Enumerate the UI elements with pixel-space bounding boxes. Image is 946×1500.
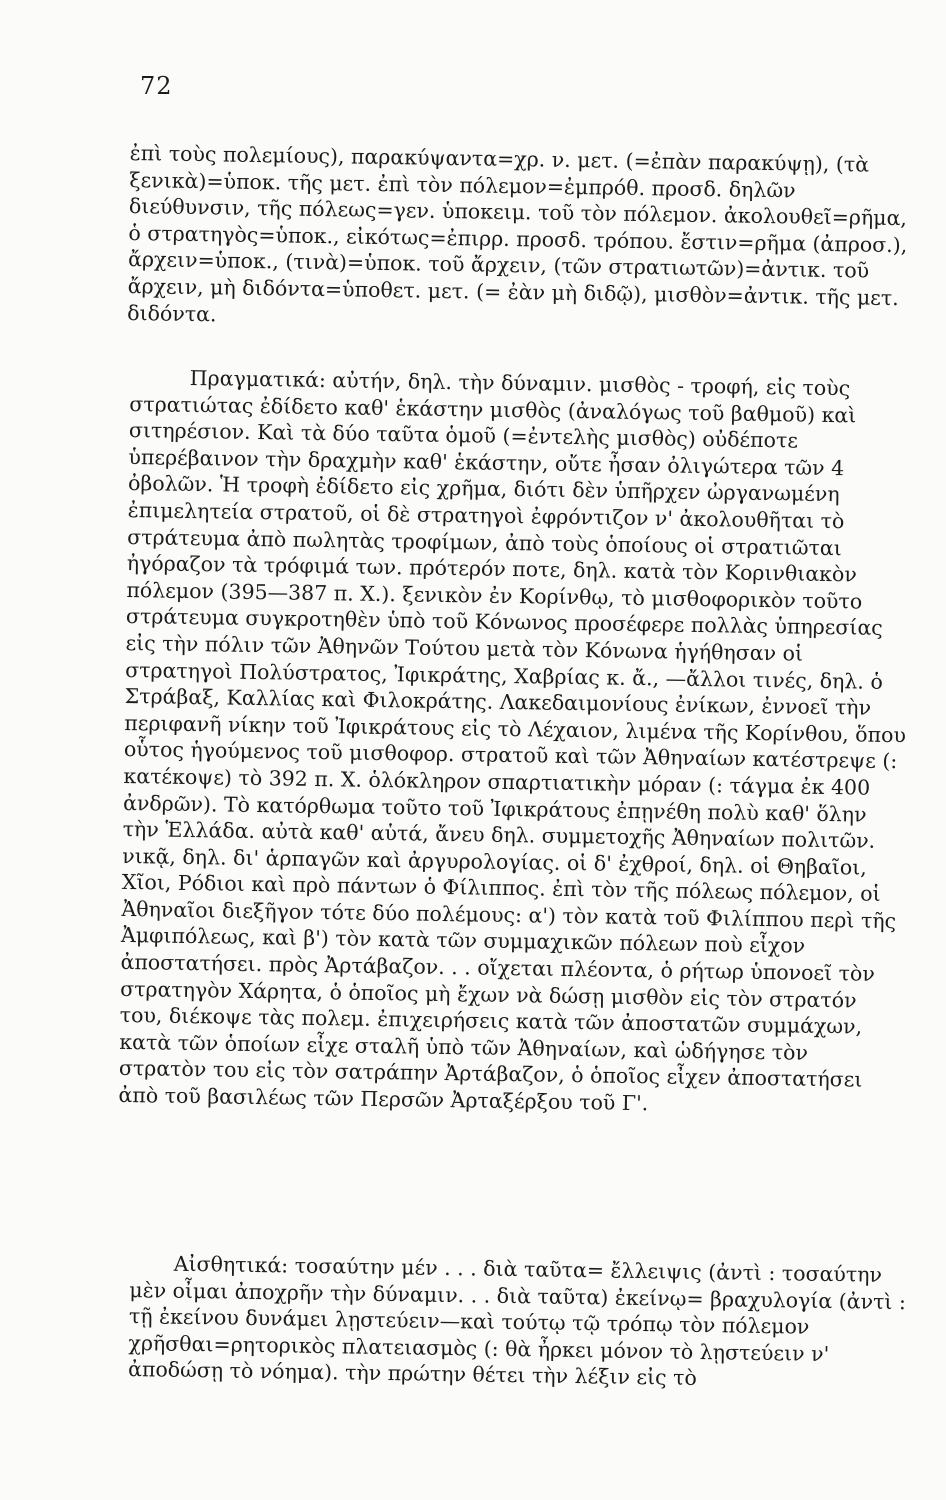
grammar-glossary-paragraph	[127, 140, 912, 338]
practical-notes-paragraph	[118, 364, 912, 1121]
aesthetic-notes-paragraph	[128, 1250, 912, 1395]
practical-notes-text: Πραγματικά: αὐτήν, δηλ. τὴν δύναμιν. μισθὸς - τροφή, εἰς τοὺς στρατιώτας ἐδίδετο καθ' ἑκάστην μισθὸς (ἀναλόγως τοῦ βαθμοῦ) καὶ σιτηρέσιον. Καὶ τὰ δύο ταῦτα ὁμοῦ (=ἐντελὴς μισθὸς) οὐδέποτε ὑπερέβαινον τὴν δραχμὴν καθ' ἑκάστην, οὔτε ἦσαν ὀλιγώτερα τῶν 4 ὀβολῶν. Ἡ τροφὴ ἐδίδετο εἰς χρῆμα, διότι δὲν ὑπῆρχεν ὠργανωμένη ἐπιμελητεία στρατοῦ, οἱ δὲ στρατηγοὶ ἐφρόντιζον ν' ἀκολουθῆται τὸ στράτευμα ἀπὸ πωλητὰς τροφίμων, ἀπὸ τοὺς ὁποίους οἱ στρατιῶται ἠγόραζον τὰ τρόφιμά των. πρότερόν ποτε, δηλ. κατὰ τὸν Κορινθιακὸν πόλεμον (395—387 π. Χ.). ξενικὸν ἐν Κορίνθῳ, τὸ μισθοφορικὸν τοῦτο στράτευμα συγκροτηθὲν ὑπὸ τοῦ Κόνωνος προσέφερε πολλὰς ὑπηρεσίας εἰς τὴν πόλιν τῶν Ἀθηνῶν Τούτου μετὰ τὸν Κόνωνα ἡγήθησαν οἱ στρατηγοὶ Πολύστρατος, Ἰφικράτης, Χαβρίας κ. ἄ., —ἄλλοι τινές, δηλ. ὁ Στράβαξ, Καλλίας καὶ Φιλοκράτης. Λακεδαιμονίους ἐνίκων, ἐννοεῖ τὴν περιφανῆ νίκην τοῦ Ἰφικράτους εἰς τὸ Λέχαιον, λιμένα τῆς Κορίνθου, ὅπου οὗτος ἡγούμενος τοῦ μισθοφορ. στρατοῦ καὶ τῶν Ἀθηναίων κατέστρεψε (: κατέκοψε) τὸ 392 π. Χ. ὁλόκληρον σπαρτιατικὴν μόραν (: τάγμα ἐκ 400 ἀνδρῶν). Τὸ κατόρθωμα τοῦτο τοῦ Ἰφικράτους ἐπῃνέθη πολὺ καθ' ὅλην τὴν Ἑλλάδα. αὐτὰ καθ' αὑτά, ἄνευ δηλ. συμμετοχῆς Ἀθηναίων πολιτῶν. νικᾷ, δηλ. δι' ἁρπαγῶν καὶ ἀργυρολογίας. οἱ δ' ἐχθροί, δηλ. οἱ Θηβαῖοι, Χῖοι, Ρόδιοι καὶ πρὸ πάντων ὁ Φίλιππος. ἐπὶ τὸν τῆς πόλεως πόλεμον, οἱ Ἀθηναῖοι διεξῆγον τότε δύο πολέμους: α') τὸν κατὰ τοῦ Φιλίππου περὶ τῆς Ἀμφιπόλεως, καὶ β') τὸν κατὰ τῶν συμμαχικῶν πόλεων ποὺ εἶχον ἀποστατήσει. πρὸς Ἀρτάβαζον. . . οἴχεται πλέοντα, ὁ ρήτωρ ὑπονοεῖ τὸν στρατηγὸν Χάρητα, ὁ ὁποῖος μὴ ἔχων νὰ δώσῃ μισθὸν εἰς τὸν στρατόν του, διέκοψε τὰς πολεμ. ἐπιχειρήσεις κατὰ τῶν ἀποστατῶν συμμάχων, κατὰ τῶν ὁποίων εἶχε σταλῆ ὑπὸ τῶν Ἀθηναίων, καὶ ὡδήγησε τὸν στρατὸν του εἰς τὸν σατράπην Ἀρτάβαζον, ὁ ὁποῖος εἶχεν ἀποστατήσει ἀπὸ τοῦ βασιλέως τῶν Περσῶν Ἀρταξέρξου τοῦ Γ'.	[118, 365, 907, 1116]
page-number: 72	[140, 72, 173, 100]
aesthetic-notes-text: Αἰσθητικά: τοσαύτην μέν . . . διὰ ταῦτα= ἔλλειψις (ἀντὶ : τοσαύτην μὲν οἶμαι ἀποχρῆν τὴν δύναμιν. . . διὰ ταῦτα) ἐκείνῳ= βραχυλογία (ἀντὶ : τῇ ἐκείνου δυνάμει λῃστεύειν—καὶ τούτῳ τῷ τρόπῳ τὸν πόλεμον χρῆσθαι=ρητορικὸς πλατειασμὸς (: θὰ ἦρκει μόνον τὸ λῃστεύειν ν' ἀποδώσῃ τὸ νόημα). τὴν πρώτην θέτει τὴν λέξιν εἰς τὸ	[127, 1251, 907, 1391]
grammar-glossary-text: ἐπὶ τοὺς πολεμίους), παρακύψαντα=χρ. ν. μετ. (=ἐπὰν παρακύψῃ), (τὰ ξενικὰ)=ὑποκ. τῆς μετ. ἐπὶ τὸν πόλεμον=ἐμπρόθ. προσδ. δηλῶν διεύθυνσιν, τῆς πόλεως=γεν. ὑποκειμ. τοῦ τὸν πόλεμον. ἀκολουθεῖ=ρῆμα, ὁ στρατηγὸς=ὑποκ., εἰκότως=ἐπιρρ. προσδ. τρόπου. ἔστιν=ρῆμα (ἀπροσ.), ἄρχειν=ὑποκ., (τινὰ)=ὑποκ. τοῦ ἄρχειν, (τῶν στρατιωτῶν)=ἀντικ. τοῦ ἄρχειν, μὴ διδόντα=ὑποθετ. μετ. (= ἐὰν μὴ διδῷ), μισθὸν=ἀντικ. τῆς μετ. διδόντα.	[127, 140, 908, 326]
